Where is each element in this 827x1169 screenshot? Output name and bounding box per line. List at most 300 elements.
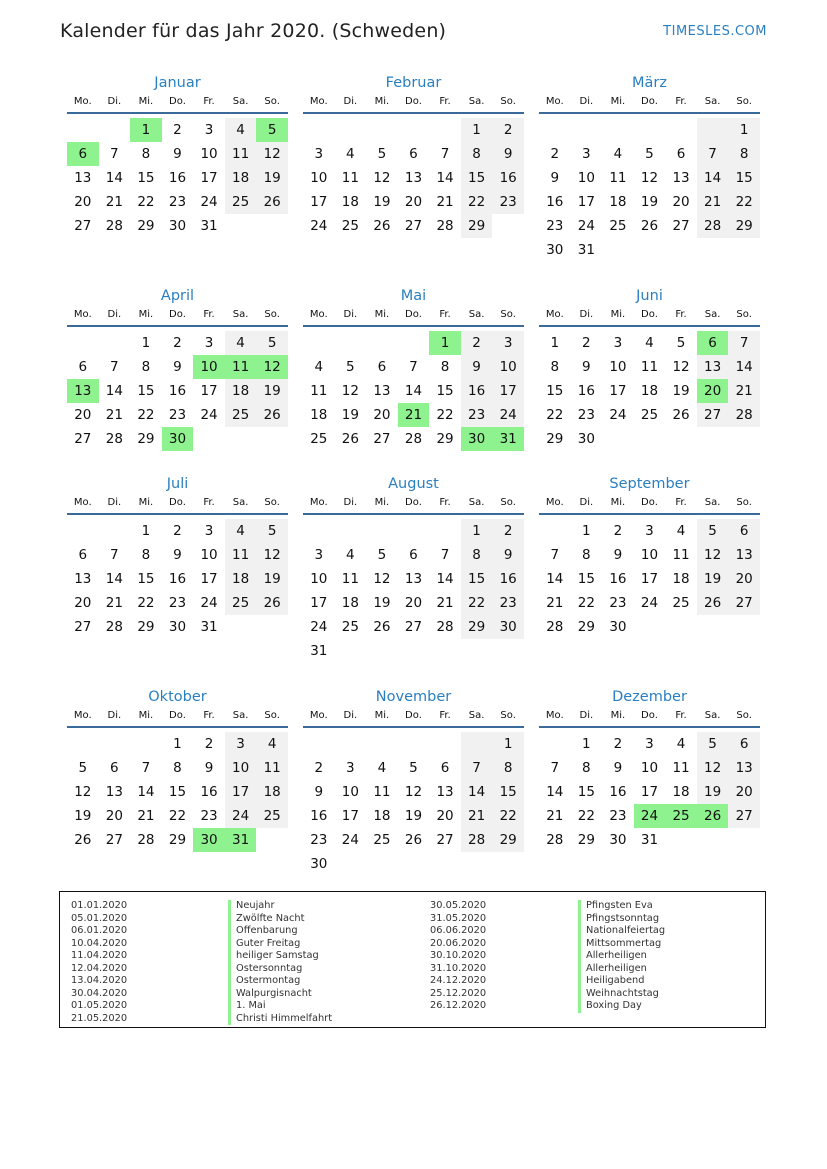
day-cell: 17 <box>609 383 627 399</box>
day-cell: 11 <box>373 784 391 800</box>
empty-cell <box>67 519 99 543</box>
legend-holiday-name: Allerheiligen <box>578 950 665 963</box>
day-cell: 29 <box>728 214 760 238</box>
weekday-header <box>303 94 524 114</box>
empty-cell <box>539 732 571 756</box>
weekday-label: So. <box>264 96 280 107</box>
day-cell: 29 <box>461 615 493 639</box>
month-block <box>67 72 288 238</box>
day-cell: 31 <box>200 619 218 635</box>
day-cell: 26 <box>256 403 288 427</box>
month-block <box>303 72 524 238</box>
weekday-label: Fr. <box>203 710 215 721</box>
holiday-day-cell: 21 <box>398 403 430 427</box>
weekday-label: Mi. <box>374 309 390 320</box>
day-cell: 3 <box>613 335 623 351</box>
day-cell: 14 <box>461 780 493 804</box>
day-cell: 27 <box>728 591 760 615</box>
day-cell: 2 <box>550 146 560 162</box>
day-cell: 16 <box>461 379 493 403</box>
weekday-label: Fr. <box>675 96 687 107</box>
day-cell: 6 <box>110 760 119 776</box>
day-cell: 4 <box>256 732 288 756</box>
day-cell: 8 <box>440 359 450 375</box>
day-cell: 19 <box>341 407 359 423</box>
weekday-label: Mo. <box>545 710 564 721</box>
day-cell: 29 <box>461 214 493 238</box>
day-cell: 27 <box>728 804 760 828</box>
day-cell: 17 <box>640 784 659 800</box>
day-cell: 8 <box>141 359 151 375</box>
weekday-label: Di. <box>107 710 122 721</box>
month-block <box>539 686 760 852</box>
day-cell: 30 <box>168 619 187 635</box>
day-cell: 22 <box>577 595 595 611</box>
weekday-label: Mo. <box>73 497 92 508</box>
empty-cell <box>366 331 398 355</box>
day-cell: 19 <box>74 808 92 824</box>
day-cell: 29 <box>137 431 155 447</box>
site-logo-link[interactable]: TIMESLES.COM <box>663 24 767 39</box>
day-cell: 6 <box>676 146 686 162</box>
day-grid <box>303 118 524 238</box>
legend-date: 01.05.2020 <box>71 1000 128 1011</box>
day-cell: 2 <box>204 736 214 752</box>
month-name: August <box>388 476 439 492</box>
day-cell: 8 <box>550 359 560 375</box>
legend-holiday-name: Mittsommertag <box>578 938 665 951</box>
day-cell: 13 <box>436 784 454 800</box>
day-cell: 28 <box>105 619 123 635</box>
weekday-label: Mi. <box>610 710 626 721</box>
day-cell: 19 <box>672 383 690 399</box>
day-cell: 29 <box>137 619 155 635</box>
day-cell: 8 <box>141 547 151 563</box>
day-cell: 4 <box>225 519 257 543</box>
day-cell: 21 <box>436 595 454 611</box>
day-cell: 3 <box>582 146 591 162</box>
empty-cell <box>99 519 131 543</box>
day-cell: 30 <box>609 832 627 848</box>
day-cell: 1 <box>141 335 151 351</box>
holiday-day-cell: 12 <box>256 355 288 379</box>
holiday-legend <box>59 891 766 1028</box>
day-cell: 7 <box>461 756 493 780</box>
day-cell: 14 <box>404 383 423 399</box>
day-cell: 4 <box>225 331 257 355</box>
day-grid <box>303 732 524 876</box>
day-cell: 15 <box>436 383 454 399</box>
day-cell: 9 <box>314 784 324 800</box>
legend-holiday-name: 1. Mai <box>228 1000 332 1013</box>
day-cell: 27 <box>74 619 92 635</box>
day-cell: 18 <box>225 567 257 591</box>
day-cell: 19 <box>640 194 659 210</box>
day-cell: 18 <box>373 808 391 824</box>
month-block <box>539 72 760 262</box>
day-cell: 19 <box>373 595 391 611</box>
day-cell: 17 <box>200 571 218 587</box>
day-cell: 1 <box>461 118 493 142</box>
empty-cell <box>99 118 131 142</box>
day-cell: 20 <box>728 780 760 804</box>
legend-holiday-name: Nationalfeiertag <box>578 925 665 938</box>
day-cell: 2 <box>461 331 493 355</box>
day-cell: 20 <box>672 194 690 210</box>
day-cell: 1 <box>461 519 493 543</box>
day-cell: 9 <box>550 170 560 186</box>
empty-cell <box>665 118 697 142</box>
weekday-label: Fr. <box>203 309 215 320</box>
legend-date: 26.12.2020 <box>430 1000 487 1011</box>
empty-cell <box>398 118 430 142</box>
weekday-header <box>539 708 760 728</box>
day-cell: 10 <box>200 146 218 162</box>
day-cell: 23 <box>168 595 187 611</box>
day-cell: 26 <box>672 407 690 423</box>
day-cell: 28 <box>404 431 423 447</box>
day-cell: 21 <box>105 407 123 423</box>
day-cell: 18 <box>672 784 690 800</box>
day-cell: 11 <box>225 142 257 166</box>
day-cell: 27 <box>672 218 690 234</box>
day-cell: 7 <box>440 547 450 563</box>
day-cell: 9 <box>173 146 182 162</box>
weekday-header <box>67 495 288 515</box>
month-name: November <box>375 689 452 705</box>
day-cell: 10 <box>640 547 659 563</box>
day-cell: 28 <box>461 828 493 852</box>
holiday-day-cell: 30 <box>162 427 194 451</box>
day-cell: 20 <box>404 595 423 611</box>
empty-cell <box>99 331 131 355</box>
month-name: April <box>160 288 195 304</box>
empty-cell <box>398 331 430 355</box>
day-cell: 6 <box>78 359 88 375</box>
day-cell: 14 <box>436 571 454 587</box>
weekday-label: Do. <box>405 497 422 508</box>
day-cell: 12 <box>672 359 690 375</box>
day-cell: 15 <box>137 383 155 399</box>
weekday-label: Mi. <box>138 710 154 721</box>
day-cell: 6 <box>409 146 418 162</box>
month-name: September <box>609 476 690 492</box>
day-cell: 6 <box>409 547 418 563</box>
day-cell: 13 <box>728 756 760 780</box>
day-grid <box>539 732 760 852</box>
day-cell: 3 <box>204 122 214 138</box>
day-cell: 3 <box>492 331 524 355</box>
day-cell: 4 <box>676 736 686 752</box>
month-name: März <box>632 75 667 91</box>
empty-cell <box>398 732 430 756</box>
holiday-day-cell: 6 <box>697 331 729 355</box>
weekday-label: Di. <box>107 309 122 320</box>
legend-holiday-name: Christi Himmelfahrt <box>228 1013 332 1026</box>
day-cell: 8 <box>173 760 182 776</box>
day-cell: 10 <box>341 784 359 800</box>
day-cell: 21 <box>546 595 564 611</box>
legend-date: 20.06.2020 <box>430 937 487 949</box>
day-cell: 14 <box>546 784 564 800</box>
day-cell: 4 <box>314 359 324 375</box>
month-name: Februar <box>385 75 442 91</box>
weekday-label: Di. <box>579 309 594 320</box>
weekday-header <box>303 495 524 515</box>
day-cell: 27 <box>436 832 454 848</box>
day-cell: 7 <box>440 146 450 162</box>
weekday-label: Di. <box>579 96 594 107</box>
weekday-label: Mo. <box>309 309 328 320</box>
day-cell: 12 <box>640 170 659 186</box>
legend-date: 30.05.2020 <box>430 900 487 911</box>
day-cell: 10 <box>577 170 595 186</box>
day-cell: 22 <box>137 407 155 423</box>
day-cell: 26 <box>256 190 288 214</box>
day-cell: 22 <box>577 808 595 824</box>
day-cell: 17 <box>577 194 595 210</box>
day-cell: 5 <box>256 331 288 355</box>
day-cell: 21 <box>105 595 123 611</box>
day-cell: 16 <box>546 194 564 210</box>
day-cell: 27 <box>404 619 423 635</box>
month-block <box>539 473 760 639</box>
empty-cell <box>571 118 603 142</box>
weekday-label: Sa. <box>232 497 249 508</box>
empty-cell <box>539 118 571 142</box>
day-cell: 16 <box>492 567 524 591</box>
weekday-label: Do. <box>405 710 422 721</box>
day-cell: 8 <box>461 543 493 567</box>
weekday-label: Do. <box>169 497 186 508</box>
weekday-label: Fr. <box>675 497 687 508</box>
legend-date: 10.04.2020 <box>71 937 128 949</box>
weekday-label: Mi. <box>138 497 154 508</box>
holiday-day-cell: 5 <box>256 118 288 142</box>
weekday-label: Sa. <box>704 309 721 320</box>
day-cell: 18 <box>225 166 257 190</box>
weekday-label: Fr. <box>675 309 687 320</box>
day-cell: 15 <box>728 166 760 190</box>
holiday-day-cell: 31 <box>492 427 524 451</box>
day-cell: 26 <box>697 591 729 615</box>
day-cell: 7 <box>550 760 560 776</box>
weekday-label: Sa. <box>468 309 485 320</box>
day-cell: 8 <box>582 547 591 563</box>
weekday-header <box>67 94 288 114</box>
legend-date: 31.05.2020 <box>430 912 487 924</box>
day-cell: 12 <box>373 170 391 186</box>
day-cell: 20 <box>373 407 391 423</box>
day-cell: 25 <box>225 403 257 427</box>
weekday-label: So. <box>264 710 280 721</box>
day-cell: 16 <box>168 571 187 587</box>
day-grid <box>67 118 288 238</box>
weekday-label: Mo. <box>309 497 328 508</box>
day-cell: 28 <box>137 832 155 848</box>
day-cell: 11 <box>341 571 359 587</box>
day-cell: 14 <box>105 571 123 587</box>
day-cell: 14 <box>546 571 564 587</box>
weekday-header <box>539 307 760 327</box>
day-cell: 30 <box>168 218 187 234</box>
day-cell: 11 <box>310 383 328 399</box>
day-cell: 23 <box>168 407 187 423</box>
day-cell: 19 <box>697 567 729 591</box>
month-name: Oktober <box>148 689 207 705</box>
day-cell: 18 <box>225 379 257 403</box>
day-cell: 23 <box>492 591 524 615</box>
empty-cell <box>303 331 335 355</box>
day-cell: 9 <box>173 359 182 375</box>
legend-date: 06.06.2020 <box>430 925 487 936</box>
day-cell: 4 <box>346 146 355 162</box>
day-cell: 23 <box>492 190 524 214</box>
day-cell: 29 <box>492 828 524 852</box>
empty-cell <box>67 118 99 142</box>
day-cell: 23 <box>609 808 627 824</box>
day-cell: 3 <box>645 523 654 539</box>
day-cell: 28 <box>436 619 454 635</box>
empty-cell <box>461 732 493 756</box>
day-cell: 19 <box>697 780 729 804</box>
day-cell: 7 <box>110 547 119 563</box>
month-block <box>303 285 524 451</box>
weekday-header <box>539 495 760 515</box>
weekday-label: Do. <box>169 96 186 107</box>
day-grid <box>539 331 760 451</box>
day-cell: 25 <box>640 407 659 423</box>
day-cell: 22 <box>461 591 493 615</box>
day-cell: 18 <box>672 571 690 587</box>
legend-holiday-name: Neujahr <box>228 900 332 913</box>
day-cell: 13 <box>404 571 423 587</box>
day-cell: 18 <box>341 595 359 611</box>
day-cell: 3 <box>645 736 654 752</box>
day-cell: 9 <box>613 547 623 563</box>
legend-holiday-name: Ostermontag <box>228 975 332 988</box>
day-cell: 26 <box>74 832 92 848</box>
weekday-label: Mi. <box>610 497 626 508</box>
day-cell: 15 <box>461 567 493 591</box>
legend-holiday-name: Walpurgisnacht <box>228 988 332 1001</box>
weekday-label: Do. <box>641 710 658 721</box>
day-cell: 20 <box>74 595 92 611</box>
empty-cell <box>67 732 99 756</box>
day-cell: 16 <box>168 383 187 399</box>
day-cell: 10 <box>609 359 627 375</box>
day-cell: 28 <box>546 832 564 848</box>
day-cell: 24 <box>200 407 218 423</box>
weekday-label: Sa. <box>704 497 721 508</box>
day-cell: 23 <box>168 194 187 210</box>
holiday-day-cell: 1 <box>130 118 162 142</box>
legend-holiday-name: Pfingstsonntag <box>578 913 665 926</box>
page-title: Kalender für das Jahr 2020. (Schweden) <box>60 20 447 42</box>
day-cell: 2 <box>582 335 591 351</box>
weekday-label: Sa. <box>232 96 249 107</box>
empty-cell <box>335 331 367 355</box>
day-cell: 22 <box>137 595 155 611</box>
day-cell: 5 <box>409 760 418 776</box>
legend-holiday-name: Allerheiligen <box>578 963 665 976</box>
day-cell: 2 <box>173 335 182 351</box>
day-cell: 17 <box>492 379 524 403</box>
day-cell: 15 <box>168 784 187 800</box>
day-cell: 26 <box>373 218 391 234</box>
day-cell: 7 <box>110 146 119 162</box>
day-grid <box>539 519 760 639</box>
day-cell: 26 <box>341 431 359 447</box>
legend-date: 06.01.2020 <box>71 925 128 936</box>
day-cell: 21 <box>461 804 493 828</box>
day-cell: 18 <box>609 194 627 210</box>
day-cell: 16 <box>168 170 187 186</box>
day-cell: 20 <box>436 808 454 824</box>
legend-holiday-name: Ostersonntag <box>228 963 332 976</box>
day-cell: 5 <box>697 732 729 756</box>
weekday-label: Mo. <box>545 96 564 107</box>
weekday-label: So. <box>736 96 752 107</box>
holiday-day-cell: 30 <box>461 427 493 451</box>
day-cell: 12 <box>373 571 391 587</box>
day-cell: 5 <box>377 547 387 563</box>
weekday-label: Do. <box>641 497 658 508</box>
day-cell: 1 <box>492 732 524 756</box>
day-cell: 11 <box>672 760 690 776</box>
day-cell: 16 <box>609 571 627 587</box>
day-cell: 11 <box>256 756 288 780</box>
holiday-day-cell: 26 <box>697 804 729 828</box>
day-cell: 1 <box>582 736 591 752</box>
legend-holiday-name: Heiligabend <box>578 975 665 988</box>
day-cell: 9 <box>204 760 214 776</box>
empty-cell <box>398 519 430 543</box>
weekday-header <box>303 708 524 728</box>
weekday-label: Mo. <box>309 96 328 107</box>
day-cell: 10 <box>640 760 659 776</box>
day-cell: 4 <box>676 523 686 539</box>
day-cell: 21 <box>697 190 729 214</box>
day-cell: 7 <box>550 547 560 563</box>
weekday-label: Mo. <box>545 497 564 508</box>
holiday-day-cell: 1 <box>429 331 461 355</box>
day-cell: 22 <box>168 808 187 824</box>
weekday-label: So. <box>736 309 752 320</box>
day-cell: 13 <box>728 543 760 567</box>
day-cell: 27 <box>74 218 92 234</box>
day-cell: 17 <box>200 383 218 399</box>
empty-cell <box>335 118 367 142</box>
day-cell: 3 <box>225 732 257 756</box>
weekday-label: Di. <box>579 497 594 508</box>
day-cell: 25 <box>225 190 257 214</box>
day-cell: 26 <box>256 591 288 615</box>
day-cell: 12 <box>256 543 288 567</box>
day-cell: 11 <box>640 359 659 375</box>
day-cell: 17 <box>225 780 257 804</box>
day-cell: 30 <box>492 615 524 639</box>
month-name: Dezember <box>612 689 687 705</box>
day-cell: 2 <box>173 523 182 539</box>
day-cell: 13 <box>74 170 92 186</box>
legend-date: 31.10.2020 <box>430 962 487 974</box>
day-cell: 28 <box>697 214 729 238</box>
empty-cell <box>602 118 634 142</box>
day-cell: 13 <box>373 383 391 399</box>
weekday-label: Di. <box>107 497 122 508</box>
weekday-header <box>67 307 288 327</box>
